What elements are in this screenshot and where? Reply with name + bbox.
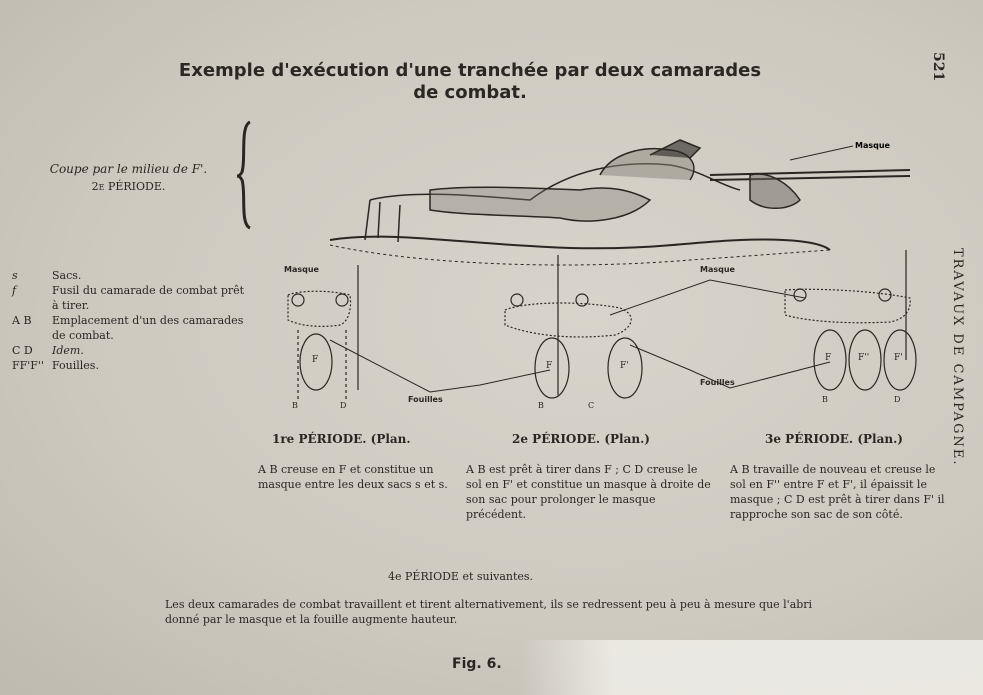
periode-word: PÉRIODE. [785, 432, 854, 446]
legend-text: Sacs. [52, 269, 82, 282]
plan-1 [284, 265, 358, 410]
title-line-2: de combat. [413, 82, 527, 103]
periode-ordinal: 2e [512, 432, 528, 446]
periode-2-title [512, 432, 650, 446]
legend-symbol: FF'F'' [12, 359, 44, 372]
periode-3-title [765, 432, 903, 446]
legend-symbol: A B [12, 314, 32, 327]
periode-1-title [272, 432, 411, 446]
photo-glare [520, 640, 983, 695]
label-fouilles-right: Fouilles [700, 378, 735, 387]
figure-caption: Fig. 6. [452, 656, 502, 672]
page-title [150, 60, 790, 104]
svg-text:F'': F'' [858, 353, 870, 363]
periode-ordinal: 1re [272, 432, 295, 446]
svg-text:F: F [312, 355, 319, 365]
brace-icon [236, 120, 256, 230]
periode-2-text: A B est prêt à tirer dans F ; C D creuse le sol en F' et constitue un masque à droite de son sac pour prolonger le masque précédent. [466, 463, 711, 521]
label-masque-left: Masque [284, 265, 319, 274]
svg-text:B: B [538, 401, 544, 410]
periode-ordinal: 3e [765, 432, 781, 446]
label-fouilles-left: Fouilles [408, 395, 443, 404]
legend-text: Emplacement d'un des camarades de combat. [52, 314, 244, 342]
coupe-line-2: 2e PÉRIODE. [91, 180, 166, 193]
svg-text:B: B [292, 401, 298, 410]
periode-4-text: Les deux camarades de combat travaillent et tirent alternativement, ils se redressent peu à peu à mesure que l'abri donné par le masque et la fouille augmente hauteur. [165, 598, 813, 626]
legend-text: Fusil du camarade de combat prêt à tirer. [52, 284, 245, 312]
svg-text:F: F [546, 361, 553, 371]
page-number: 521 [930, 52, 946, 82]
svg-text:D: D [894, 395, 901, 404]
periode-word: PÉRIODE. [298, 432, 367, 446]
svg-text:F': F' [620, 361, 629, 371]
legend-item [12, 313, 252, 343]
svg-text:C: C [588, 401, 595, 410]
coupe-caption [16, 160, 241, 196]
periode-1-text: A B creuse en F et constitue un masque entre les deux sacs s et s. [258, 463, 448, 491]
svg-text:F': F' [894, 353, 903, 363]
legend-item [12, 268, 252, 283]
periode-suffix: (Plan.) [604, 432, 650, 446]
periode-word: PÉRIODE. [532, 432, 601, 446]
coupe-line-1: Coupe par le milieu de F'. [49, 162, 208, 176]
label-masque-top: Masque [855, 141, 890, 150]
trench-figure [270, 130, 930, 420]
periode-3-text: A B travaille de nouveau et creuse le sol en F'' entre F et F', il épaissit le masque ; C D est prêt à tirer dans F' il rapproche son sac de son côté. [730, 463, 945, 521]
side-heading: TRAVAUX DE CAMPAGNE. [950, 248, 965, 467]
periode-4-title [388, 570, 533, 583]
periode-suffix: (Plan.) [857, 432, 903, 446]
periode-ordinal: 4e [388, 570, 402, 583]
legend-symbol: C D [12, 344, 33, 357]
periode-word: PÉRIODE [405, 570, 459, 583]
legend-item [12, 343, 252, 358]
legend-item [12, 358, 252, 373]
label-masque-mid: Masque [700, 265, 735, 274]
legend-symbol: f [12, 284, 17, 297]
plan-2 [505, 255, 642, 410]
legend-text: Fouilles. [52, 359, 99, 372]
legend-item [12, 283, 252, 313]
legend [12, 268, 252, 373]
periode-suffix: et suivantes. [462, 570, 534, 583]
soldier-illustration [330, 140, 910, 265]
legend-symbol: s [12, 269, 18, 282]
title-line-1: Exemple d'exécution d'une tranchée par deux camarades [178, 60, 762, 81]
leader-lines [330, 280, 830, 392]
periode-suffix: (Plan. [370, 432, 411, 446]
plan-3 [785, 250, 916, 404]
svg-text:F: F [825, 353, 832, 363]
svg-text:D: D [340, 401, 347, 410]
svg-text:B: B [822, 395, 828, 404]
legend-text: Idem. [52, 344, 84, 357]
